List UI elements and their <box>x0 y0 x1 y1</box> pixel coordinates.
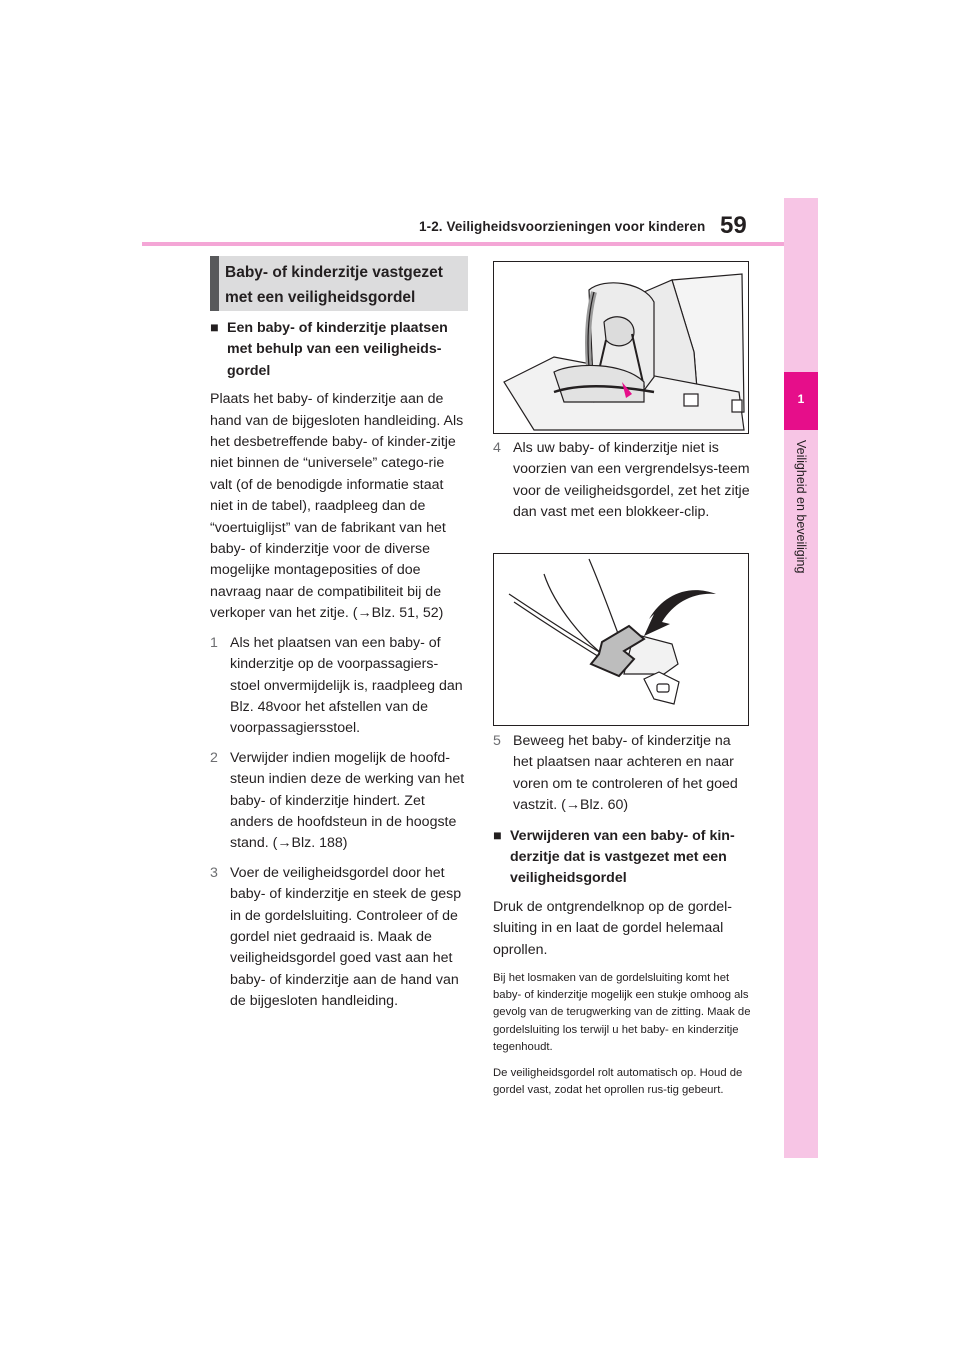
step-text: Als het plaatsen van een baby- of kinderzitje op de voorpassagiers-stoel onvermijdelijk is, raadpleeg dan Blz. 48voor het afstellen van de voorpassagiersstoel. <box>230 634 463 737</box>
subsection-heading: ■ Een baby- of kinderzitje plaatsen met behulp van een veiligheids-gordel <box>210 320 448 379</box>
step-number: 1 <box>210 634 218 651</box>
note-paragraph-1: Bij het losmaken van de gordelsluiting komt het baby- of kinderzitje mogelijk een stukje omhoog als gevolg van de terugwerking van de zitting. Maak de gordelsluiting los terwijl u het baby- en kinderzitje tegenhoudt. <box>493 972 751 1053</box>
locking-clip-illustration <box>493 553 749 726</box>
step-3 <box>210 863 466 1013</box>
removal-paragraph: Druk de ontgrendelknop op de gordel-sluiting in en laat de gordel helemaal oprollen. <box>493 898 732 958</box>
step-text: Verwijder indien mogelijk de hoofd-steun indien deze de werking van het baby- of kinderzitje hindert. Zet anders de hoofdsteun in de hoogste stand. (→Blz. 188) <box>230 749 465 852</box>
left-column <box>210 318 466 1013</box>
page-number: 59 <box>720 212 747 239</box>
right-column-bottom <box>493 731 751 1099</box>
section-title-line1: Baby- of kinderzitje vastgezet <box>225 264 443 281</box>
step-2 <box>210 748 466 855</box>
right-column-top <box>493 438 751 524</box>
running-header: 1-2. Veiligheidsvoorzieningen voor kinderen <box>419 219 706 234</box>
chapter-side-tab <box>784 198 818 1158</box>
section-title-box <box>210 256 468 311</box>
header-divider <box>142 242 784 246</box>
step-number: 4 <box>493 440 501 456</box>
subsection-heading-removal: ■ Verwijderen van een baby- of kin-derzitje dat is vastgezet met een veiligheidsgordel <box>493 827 735 887</box>
locking-clip-drawing <box>494 554 748 725</box>
child-seat-illustration <box>493 261 749 434</box>
intro-paragraph: Plaats het baby- of kinderzitje aan de hand van de bijgesloten handleiding. Als het desbetreffende baby- of kinder-zitje niet binnen de “universele” catego-rie valt (of de benodigde informatie staat niet in de tabel), raadpleeg dan de “voertuiglijst” van de fabrikant van het baby- of kinderzitje voor de diverse mogelijke montageposities of doe navraag naar de compatibiliteit bij de verkoper van het zitje. (→Blz. 51, 52) <box>210 391 464 622</box>
step-1 <box>210 633 466 740</box>
chapter-title: Veiligheid en beveiliging <box>794 440 808 574</box>
section-title-line2: met een veiligheidsgordel <box>225 289 416 306</box>
note-paragraph-2: De veiligheidsgordel rolt automatisch op. Houd de gordel vast, zodat het oprollen rus-tig gebeurt. <box>493 1067 743 1097</box>
child-seat-drawing <box>494 262 748 433</box>
step-4 <box>493 438 751 524</box>
step-text: Beweeg het baby- of kinderzitje na het plaatsen naar achteren en naar voren om te controleren of het goed vastzit. (→Blz. 60) <box>513 733 738 814</box>
step-5 <box>493 731 751 817</box>
step-text: Voer de veiligheidsgordel door het baby- of kinderzitje en steek de gesp in de gordelsluiting. Controleer of de gordel niet gedraaid is. Maak de veiligheidsgordel goed vast aan het baby- of kinderzitje aan de hand van de bijgesloten handleiding. <box>230 864 462 1010</box>
step-number: 5 <box>493 733 501 749</box>
square-bullet-icon: ■ <box>493 827 502 844</box>
square-bullet-icon: ■ <box>210 320 219 336</box>
chapter-number: 1 <box>797 392 805 406</box>
step-text: Als uw baby- of kinderzitje niet is voorzien van een vergrendelsys-teem voor de veiligheidsgordel, zet het zitje dan vast met een blokkeer-clip. <box>513 440 750 521</box>
step-number: 2 <box>210 749 218 766</box>
step-number: 3 <box>210 864 218 881</box>
